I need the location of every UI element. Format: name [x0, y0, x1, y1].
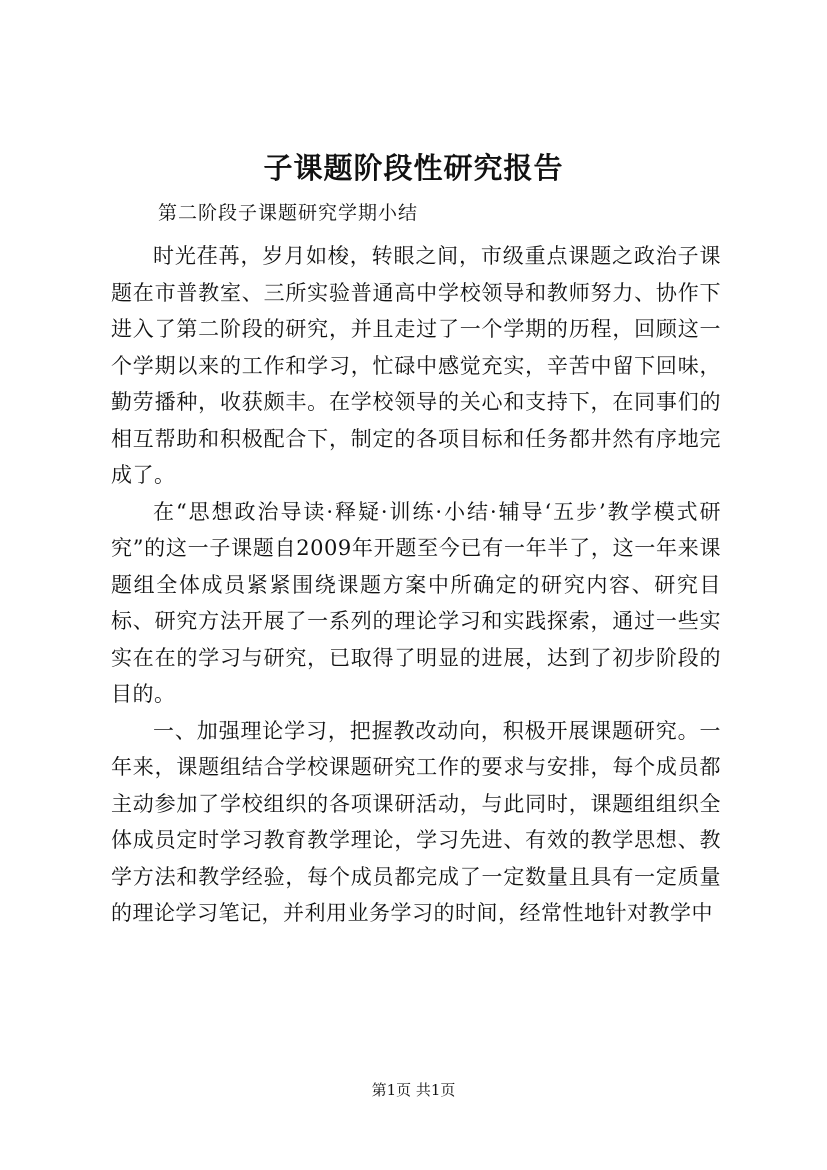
paragraph-3: 一、加强理论学习，把握教改动向，积极开展课题研究。一年来，课题组结合学校课题研究工作的要求与安排，每个成员都主动参加了学校组织的各项课研活动，与此同时，课题组组织全体成员定时学习教育教学理论，学习先进、有效的教学思想、教学方法和教学经验，每个成员都完成了一定数量且具有一定质量的理论学习笔记，并利用业务学习的时间，经常性地针对教学中 [111, 718, 721, 925]
page-footer: 第1页 共1页 [371, 1081, 456, 1099]
paragraph-1: 时光荏苒，岁月如梭，转眼之间，市级重点课题之政治子课题在市普教室、三所实验普通高中学校领导和教师努力、协作下进入了第二阶段的研究，并且走过了一个学期的历程，回顾这一个学期以来的工作和学习，忙碌中感觉充实，辛苦中留下回味，勤劳播种，收获颇丰。在学校领导的关心和支持下，在同事们的相互帮助和积极配合下，制定的各项目标和任务都井然有序地完成了。 [111, 244, 721, 487]
document-body [111, 238, 721, 932]
document-subtitle: 第二阶段子课题研究学期小结 [158, 202, 419, 224]
paragraph-2: 在“思想政治导读·释疑·训练·小结·辅导‘五步’教学模式研究”的这一子课题自2009年开题至今已有一年半了，这一年来课题组全体成员紧紧围绕课题方案中所确定的研究内容、研究目标、研究方法开展了一系列的理论学习和实践探索，通过一些实实在在的学习与研究，已取得了明显的进展，达到了初步阶段的目的。 [111, 499, 721, 706]
page-title: 子课题阶段性研究报告 [263, 151, 564, 185]
